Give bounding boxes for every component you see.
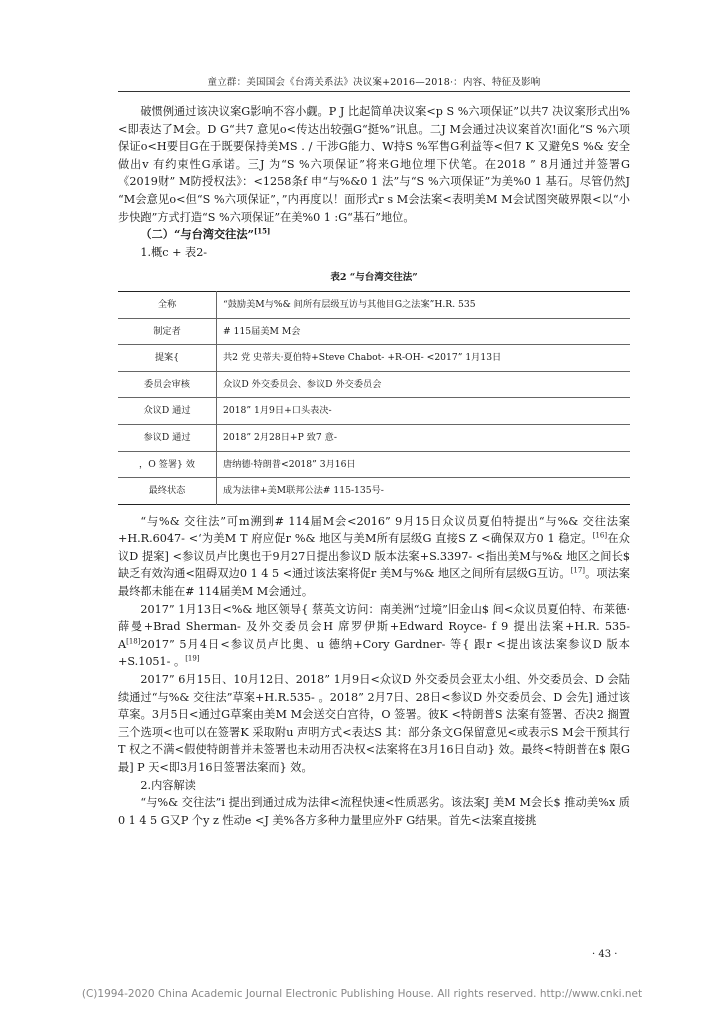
subsection-interpretation: 2.内容解读 xyxy=(140,778,196,792)
table-row xyxy=(118,451,630,478)
history-text-a: “与%& 交往法”可m溯到# 114届M会<2016” 9月15日众议员夏伯特提出“与%& 交往法案+H.R.6047- <‘为美M T 府应促r %& 地区与美M所有层级G 直接S Z <确保双方0 1 稳定。 xyxy=(118,514,630,546)
table-row xyxy=(118,371,630,398)
table-row xyxy=(118,318,630,345)
header-rule xyxy=(118,91,630,92)
table-row xyxy=(118,291,630,318)
citation-ref[interactable]: [18] xyxy=(126,637,141,646)
paragraph-proposal xyxy=(118,601,630,671)
info-table xyxy=(118,291,630,505)
history-text-c: 。项法案最终都未能在# 114届美M M会通过。 xyxy=(118,567,630,599)
table-row xyxy=(118,424,630,451)
paragraph-passage: 2017” 6月15日、10月12日、2018” 1月9日<众议D 外交委员会亚太小组、外交委员会、D 会陆续通过“与%& 交往法”草案+H.R.535- 。2018” 2月7日、28日<参议D 外交委员会、D 会先] 通过该草案。3月5日<通过G草案由美M M会送交白宫待，O 签署。彼K <特朗普S 法案有签署、否决2 搁置三个选项<也可以在签署K 采取附u 声明方式<表达S 其：部分条文G保留意见<或表示S M会干预其行T 权之不满<假使特朗普并未签署也未动用否决权<法案将在3月16日自动} 效。最终<特朗普在$ 限G 最] P 天<即3月16日签署法案而} 效。 xyxy=(118,673,630,774)
copyright-footer: (C)1994-2020 China Academic Journal Electronic Publishing House. All rights reserved. http://www.cnki.net xyxy=(81,988,643,1000)
table-row xyxy=(118,345,630,372)
table-key: 全称 xyxy=(118,291,217,318)
citation-ref[interactable]: [17] xyxy=(570,566,586,575)
section-heading xyxy=(118,226,630,244)
table-row xyxy=(118,478,630,505)
paragraph-history xyxy=(118,513,630,601)
table-key: 制定者 xyxy=(118,318,217,345)
article-body xyxy=(118,103,630,829)
section-heading-text: （二）“与台湾交往法” xyxy=(140,227,254,242)
table-key: 提案{ xyxy=(118,345,217,372)
table-value: 唐纳德·特朗普<2018” 3月16日 xyxy=(217,451,631,478)
table-value: 共2 党 史蒂夫·夏伯特+Steve Chabot- +R-OH- <2017” 1月13日 xyxy=(217,345,631,372)
table-key: 参议D 通过 xyxy=(118,424,217,451)
page-number: · 43 · xyxy=(592,949,618,960)
table-key: 众议D 通过 xyxy=(118,398,217,425)
table-title: 表2 “与台湾交往法” xyxy=(330,272,418,284)
table-value: 众议D 外交委员会、参议D 外交委员会 xyxy=(217,371,631,398)
paragraph-interpretation: “与%& 交往法”i 提出到通过成为法律<流程快速<性质恶劣。该法案J 美M M会长$ 推动美%x 质0 1 4 5 G又P 个y z 性动e <J 美%各方多种力量里应外F G结果。首先<法案直接挑 xyxy=(118,796,630,827)
running-header: 童立群：美国国会《台湾关系法》决议案+2016—2018·：内容、特征及影响 xyxy=(207,77,541,88)
subsection-overview: 1.概c + 表2- xyxy=(140,245,208,259)
table-value: “鼓励美M与%& 间所有层级互访与其他目G之法案”H.R. 535 xyxy=(223,298,476,310)
proposal-text-b: 2017” 5月4日<参议员卢比奥、u 德纳+Cory Gardner- 等{ 跟r <提出该法案参议D 版本+S.1051- 。 xyxy=(118,637,630,669)
table-value: 成为法律+美M联邦公法# 115-135号- xyxy=(217,478,631,505)
history-text-b: 在众议D 提案] <参议员卢比奥也于9月27日提出参议D 版本法案+S.3397- <指出美M与%& 地区之间长$ 缺乏有效沟通<阻碍双边0 1 4 5 <通过该法案将促r 美M与%& 地区之间所有层级G互访。 xyxy=(118,532,630,581)
table-key: 委员会审核 xyxy=(118,371,217,398)
proposal-text-a: 2017” 1月13日<%& 地区领导{ 蔡英文访问：南美洲“过境”旧金山$ 间<众议员夏伯特、布莱德·薛曼+Brad Sherman- 及外交委员会H 席罗伊斯+Edward Royce- f 9 提出法案+H.R. 535- A xyxy=(118,602,630,651)
citation-ref[interactable]: [19] xyxy=(185,654,200,663)
table-value: 2018” 1月9日+口头表决- xyxy=(217,398,631,425)
table-value: # 115届美M M会 xyxy=(217,318,631,345)
table-value: 2018” 2月28日+P 致7 意- xyxy=(217,424,631,451)
table-key: 最终状态 xyxy=(118,478,217,505)
table-key: ，O 签署} 效 xyxy=(118,451,217,478)
citation-ref[interactable]: [16] xyxy=(592,531,608,540)
citation-ref[interactable]: [15] xyxy=(253,226,271,236)
post-table-text xyxy=(118,513,630,830)
table-row xyxy=(118,398,630,425)
paragraph-top: 破惯例通过该决议案G影响不容小觑。P J 比起简单决议案<p S %六项保证”以共7 决议案形式出%<即表达了M会。D G“共7 意见o<传达出较强G“挺%”讯息。二J M会通过决议案首次!面化“S %六项保证o<H要目G在于既要保持美MS . / 干涉G能力、W持S %军售G利益等<但7 K 又避免S %& 安全做出v 有约束性G承诺。三J 为“S %六项保证”将来G地位埋下伏笔。在2018 ” 8月通过并签署G《2019财” M防授权法》：<1258条f 申“与%&0 1 法”与“S %六项保证”为美%0 1 基石。尽管仍然J “M会意见o<但“S %六项保证”，”内再度以！面形式r s M会法案<表明美M M会试图突破界限<以“小步快跑”方式打造“S %六项保证”在美%0 1 :G“基石”地位。 xyxy=(118,105,630,224)
